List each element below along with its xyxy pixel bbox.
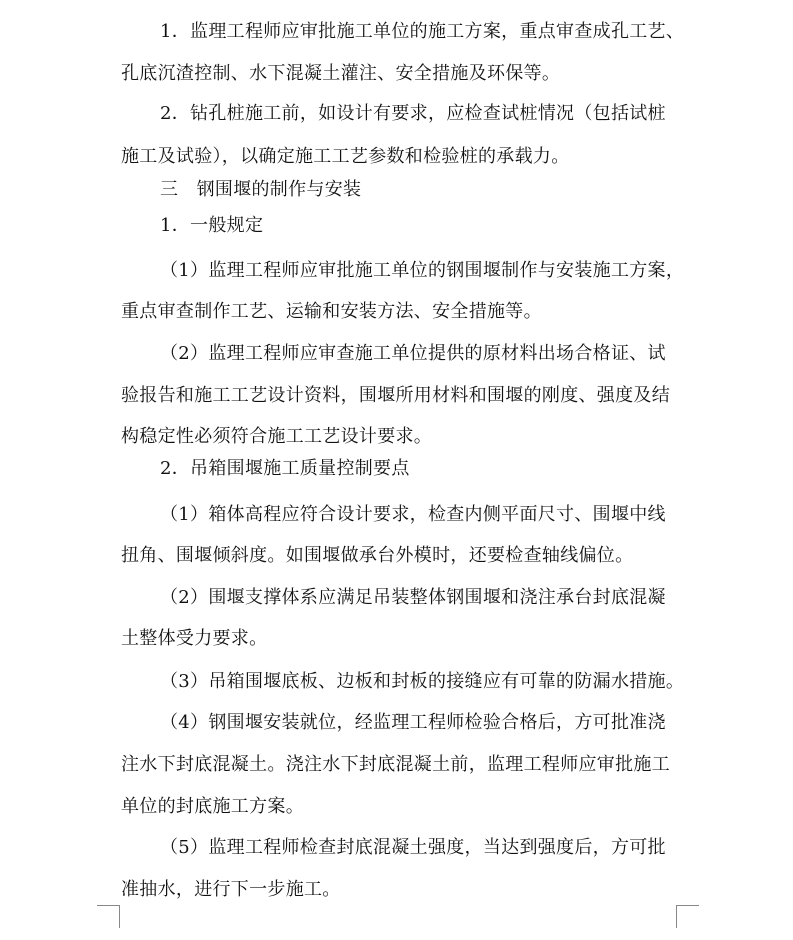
- text-line: 施工及试验），以确定施工工艺参数和检验桩的承载力。: [121, 146, 570, 167]
- text-line: 构稳定性必须符合施工工艺设计要求。: [121, 426, 433, 447]
- text-line: 验报告和施工工艺设计资料，围堰所用材料和围堰的刚度、强度及结: [121, 385, 670, 406]
- text-line: 扭角、围堰倾斜度。如围堰做承台外模时，还要检查轴线偏位。: [121, 545, 634, 566]
- text-line: 1．监理工程师应审批施工单位的施工方案，重点审查成孔工艺、: [160, 21, 685, 42]
- page-corner-mark-right: [676, 905, 699, 928]
- text-line: （2）监理工程师应审查施工单位提供的原材料出场合格证、试: [160, 343, 666, 364]
- text-line: 孔底沉渣控制、水下混凝土灌注、安全措施及环保等。: [121, 63, 561, 84]
- text-line: 单位的封底施工方案。: [121, 796, 304, 817]
- text-line: 重点审查制作工艺、运输和安装方法、安全措施等。: [121, 301, 542, 322]
- text-line: 准抽水，进行下一步施工。: [121, 879, 341, 900]
- text-line: 土整体受力要求。: [121, 628, 268, 649]
- text-line: （5）监理工程师检查封底混凝土强度，当达到强度后，方可批: [160, 837, 666, 858]
- section-heading: 三 钢围堰的制作与安装: [160, 179, 362, 200]
- text-line: （1）箱体高程应符合设计要求，检查内侧平面尺寸、围堰中线: [160, 504, 666, 525]
- text-line: （4）钢围堰安装就位，经监理工程师检验合格后，方可批准浇: [160, 712, 666, 733]
- text-line: （2）围堰支撑体系应满足吊装整体钢围堰和浇注承台封底混凝: [160, 587, 666, 608]
- subsection-heading: 1．一般规定: [160, 215, 264, 236]
- text-line: 2．钻孔桩施工前，如设计有要求，应检查试桩情况（包括试桩: [160, 103, 666, 124]
- text-line: 注水下封底混凝土。浇注水下封底混凝土前，监理工程师应审批施工: [121, 754, 670, 775]
- page-corner-mark-left: [97, 905, 120, 928]
- subsection-heading: 2．吊箱围堰施工质量控制要点: [160, 458, 410, 479]
- text-line: （3）吊箱围堰底板、边板和封板的接缝应有可靠的防漏水措施。: [160, 671, 685, 692]
- text-line: （1）监理工程师应审批施工单位的钢围堰制作与安装施工方案，: [160, 260, 685, 281]
